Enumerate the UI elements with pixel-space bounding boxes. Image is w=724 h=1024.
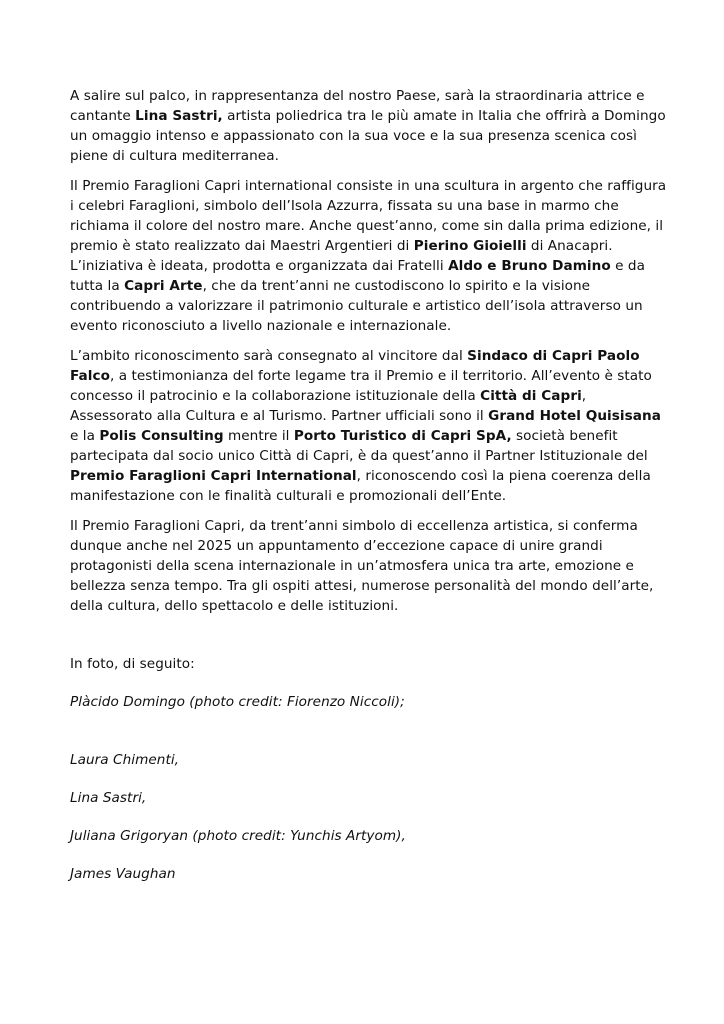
bold-text: Aldo e Bruno Damino	[448, 258, 611, 274]
bold-text: Città di Capri	[480, 388, 582, 404]
document-body	[70, 86, 670, 884]
photo-caption-person: James Vaughan	[70, 866, 176, 882]
photo-caption-domingo: Plàcido Domingo (photo credit: Fiorenzo Niccoli);	[70, 694, 405, 710]
bold-text: Premio Faraglioni Capri International	[70, 468, 357, 484]
text-run: società benefit partecipata dal socio unico Città di Capri, è da quest’anno il Partner Istituzionale del	[70, 428, 648, 464]
text-run: L’ambito riconoscimento sarà consegnato al vincitore dal	[70, 348, 468, 364]
body-paragraph	[70, 176, 670, 336]
body-paragraph	[70, 516, 670, 616]
bold-text: Capri Arte	[124, 278, 203, 294]
text-run: e da tutta la	[70, 258, 645, 294]
text-run: Il Premio Faraglioni Capri, da trent’anni simbolo di eccellenza artistica, si conferma dunque anche nel 2025 un appuntamento d’eccezione capace di unire grandi protagonisti della scena internazionale in un’atmosfera unica tra arte, emozione e bellezza senza tempo. Tra gli ospiti attesi, numerose personalità del mondo dell’arte, della cultura, dello spettacolo e delle istituzioni.	[70, 518, 654, 614]
text-run: artista poliedrica tra le più amate in Italia che offrirà a Domingo un omaggio intenso e appassionato con la sua voce e la sua presenza scenica così piene di cultura mediterranea.	[70, 108, 666, 164]
text-run: mentre il	[223, 428, 294, 444]
photo-caption-person: Laura Chimenti,	[70, 752, 180, 768]
body-paragraph	[70, 86, 670, 166]
bold-text: Grand Hotel Quisisana	[488, 408, 661, 424]
bold-text: Sindaco di Capri Paolo Falco	[70, 348, 640, 384]
photo-caption-intro: In foto, di seguito:	[70, 656, 195, 672]
photo-caption-person: Lina Sastri,	[70, 790, 147, 806]
text-run: , Assessorato alla Cultura e al Turismo. Partner ufficiali sono il	[70, 388, 587, 424]
text-run: , riconoscendo così la piena coerenza della manifestazione con le finalità culturali e promozionali dell’Ente.	[70, 468, 651, 504]
body-paragraph	[70, 346, 670, 506]
text-run: Il Premio Faraglioni Capri international consiste in una scultura in argento che raffigura i celebri Faraglioni, simbolo dell’Isola Azzurra, fissata su una base in marmo che richiama il colore del nostro mare. Anche quest’anno, come sin dalla prima edizione, il premio è stato realizzato dai Maestri Argentieri di	[70, 178, 667, 254]
photo-caption-person: Juliana Grigoryan (photo credit: Yunchis Artyom),	[70, 828, 406, 844]
text-run: A salire sul palco, in rappresentanza del nostro Paese, sarà la straordinaria attrice e cantante	[70, 88, 645, 124]
text-run: , che da trent’anni ne custodiscono lo spirito e la visione contribuendo a valorizzare il patrimonio culturale e artistico dell’isola attraverso un evento riconosciuto a livello nazionale e internazionale.	[70, 278, 643, 334]
paragraphs-container	[70, 86, 670, 616]
bold-text: Lina Sastri,	[135, 108, 223, 124]
bold-text: Porto Turistico di Capri SpA,	[293, 428, 512, 444]
bold-text: Polis Consulting	[99, 428, 224, 444]
text-run: di Anacapri. L’iniziativa è ideata, prodotta e organizzata dai Fratelli	[70, 238, 613, 274]
bold-text: Pierino Gioielli	[413, 238, 527, 254]
text-run: e la	[70, 428, 100, 444]
text-run: , a testimonianza del forte legame tra il Premio e il territorio. All’evento è stato concesso il patrocinio e la collaborazione istituzionale della	[70, 368, 652, 404]
